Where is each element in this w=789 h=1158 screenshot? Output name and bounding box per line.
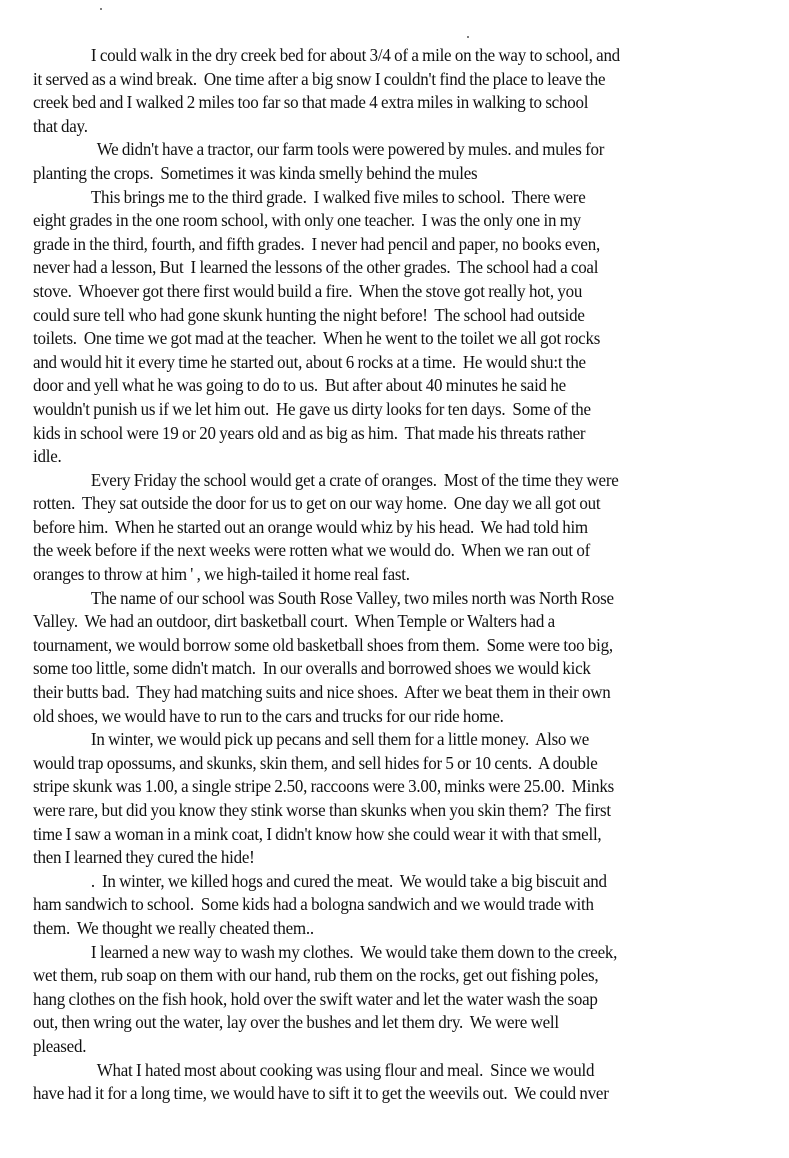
text-line: Valley. We had an outdoor, dirt basketball court. When Temple or Walters had a xyxy=(33,611,555,632)
text-line: then I learned they cured the hide! xyxy=(33,847,255,868)
text-line: door and yell what he was going to do to us. But after about 40 minutes he said he xyxy=(33,375,566,396)
text-line: tournament, we would borrow some old basketball shoes from them. Some were too big, xyxy=(33,634,613,655)
text-line: wouldn't punish us if we let him out. He gave us dirty looks for ten days. Some of the xyxy=(33,398,591,419)
text-line: The name of our school was South Rose Valley, two miles north was North Rose xyxy=(90,587,614,608)
scan-speck xyxy=(467,36,469,38)
text-line: Every Friday the school would get a crate of oranges. Most of the time they were xyxy=(90,469,619,490)
text-line: stove. Whoever got there first would build a fire. When the stove got really hot, you xyxy=(33,280,583,301)
text-line: have had it for a long time, we would have to sift it to get the weevils out. We could nver xyxy=(33,1083,609,1104)
text-line: out, then wring out the water, lay over the bushes and let them dry. We were well xyxy=(33,1012,559,1033)
text-line: would trap opossums, and skunks, skin them, and sell hides for 5 or 10 cents. A double xyxy=(33,752,598,773)
text-line: never had a lesson, But I learned the lessons of the other grades. The school had a coal xyxy=(33,257,599,278)
text-line: stripe skunk was 1.00, a single stripe 2.50, raccoons were 3.00, minks were 25.00. Minks xyxy=(33,776,614,797)
text-line: hang clothes on the fish hook, hold over the swift water and let the water wash the soap xyxy=(33,988,598,1009)
text-line: grade in the third, fourth, and fifth grades. I never had pencil and paper, no books even, xyxy=(33,233,600,254)
text-line: before him. When he started out an orange would whiz by his head. We had told him xyxy=(33,516,588,537)
text-line: them. We thought we really cheated them.. xyxy=(33,917,314,938)
scan-speck xyxy=(100,8,102,10)
text-line: it served as a wind break. One time after a big snow I couldn't find the place to leave the xyxy=(33,68,606,89)
text-line: I could walk in the dry creek bed for about 3/4 of a mile on the way to school, and xyxy=(90,45,620,65)
document-body xyxy=(33,44,737,1106)
text-line: This brings me to the third grade. I walked five miles to school. There were xyxy=(90,186,586,207)
text-line: . In winter, we killed hogs and cured the meat. We would take a big biscuit and xyxy=(90,870,607,891)
text-line: In winter, we would pick up pecans and sell them for a little money. Also we xyxy=(90,729,590,750)
text-line: planting the crops. Sometimes it was kinda smelly behind the mules xyxy=(33,162,478,183)
text-line: toilets. One time we got mad at the teacher. When he went to the toilet we all got rocks xyxy=(33,328,601,349)
text-line: eight grades in the one room school, with only one teacher. I was the only one in my xyxy=(33,210,581,231)
text-line: old shoes, we would have to run to the cars and trucks for our ride home. xyxy=(33,705,504,726)
text-line: kids in school were 19 or 20 years old and as big as him. That made his threats rather xyxy=(33,422,586,443)
text-line: could sure tell who had gone skunk hunting the night before! The school had outside xyxy=(33,304,585,325)
text-line: were rare, but did you know they stink worse than skunks when you skin them? The first xyxy=(33,800,611,820)
text-line: time I saw a woman in a mink coat, I didn't know how she could wear it with that smell, xyxy=(33,823,602,844)
text-line: and would hit it every time he started out, about 6 rocks at a time. He would shu:t the xyxy=(33,351,586,372)
text-line: some too little, some didn't match. In our overalls and borrowed shoes we would kick xyxy=(33,658,591,679)
text-line: wet them, rub soap on them with our hand, rub them on the rocks, get out fishing poles, xyxy=(33,965,599,986)
text-line: What I hated most about cooking was using flour and meal. Since we would xyxy=(96,1059,595,1080)
text-line: oranges to throw at him ' , we high-tailed it home real fast. xyxy=(33,564,410,585)
text-line: the week before if the next weeks were rotten what we would do. When we ran out of xyxy=(33,540,590,561)
text-line: pleased. xyxy=(33,1035,87,1056)
text-line: We didn't have a tractor, our farm tools were powered by mules. and mules for xyxy=(96,139,605,160)
text-line: their butts bad. They had matching suits and nice shoes. After we beat them in their own xyxy=(33,682,611,703)
text-line: I learned a new way to wash my clothes. We would take them down to the creek, xyxy=(90,941,618,962)
text-line: rotten. They sat outside the door for us to get on our way home. One day we all got out xyxy=(33,493,601,514)
text-line: idle. xyxy=(33,446,62,467)
text-line: ham sandwich to school. Some kids had a bologna sandwich and we would trade with xyxy=(33,894,594,915)
text-line: creek bed and I walked 2 miles too far so that made 4 extra miles in walking to school xyxy=(33,92,589,113)
text-line: that day. xyxy=(33,115,88,136)
